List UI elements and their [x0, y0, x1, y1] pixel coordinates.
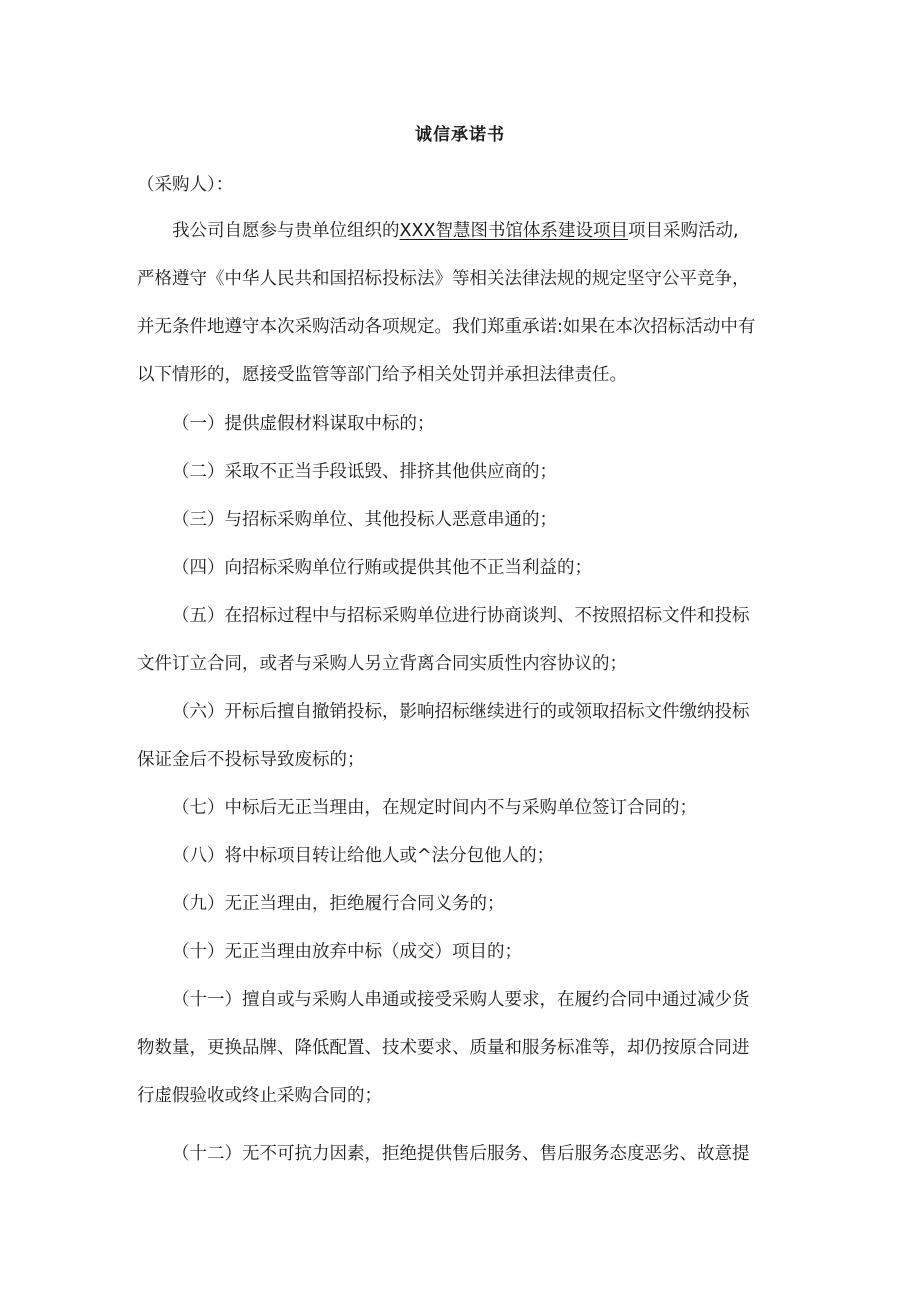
item-12-line-1: （十二）无不可抗力因素，拒绝提供售后服务、售后服务态度恶劣、故意提 [172, 1144, 750, 1164]
item-1: （一）提供虚假材料谋取中标的； [172, 414, 435, 434]
item-3: （三）与招标采购单位、其他投标人恶意串通的； [172, 510, 557, 530]
intro-line-4: 以下情形的，愿接受监管等部门给予相关处罚并承担法律责任。 [137, 365, 627, 385]
item-6-line-1: （六）开标后擅自撤销投标，影响招标继续进行的或领取招标文件缴纳投标 [172, 702, 750, 722]
project-name: XXX智慧图书馆体系建设项目 [399, 221, 628, 241]
item-7: （七）中标后无正当理由，在规定时间内不与采购单位签订合同的； [172, 798, 697, 818]
item-5-line-2: 文件订立合同，或者与采购人另立背离合同实质性内容协议的； [137, 654, 627, 674]
item-8: （八）将中标项目转让给他人或^法分包他人的； [172, 846, 555, 866]
document-title: 诚信承诺书 [415, 125, 505, 145]
item-6-line-2: 保证金后不投标导致废标的； [137, 750, 365, 770]
intro-line-3: 并无条件地遵守本次采购活动各项规定。我们郑重承诺:如果在本次招标活动中有 [137, 317, 756, 337]
item-9: （九）无正当理由，拒绝履行合同义务的； [172, 894, 505, 914]
item-4: （四）向招标采购单位行贿或提供其他不正当利益的； [172, 558, 592, 578]
item-11-line-2: 物数量，更换品牌、降低配置、技术要求、质量和服务标准等，却仍按原合同进 [137, 1038, 750, 1058]
item-11-line-1: （十一）擅自或与采购人串通或接受采购人要求，在履约合同中通过减少货 [172, 990, 750, 1010]
intro-text: 我公司自愿参与贵单位组织的 [172, 221, 400, 241]
salutation: （采购人）： [137, 175, 234, 195]
intro-line-1 [172, 218, 739, 244]
intro-text: 项目采购活动, [627, 221, 739, 241]
item-2: （二）采取不正当手段诋毁、排挤其他供应商的； [172, 462, 557, 482]
item-10: （十）无正当理由放弃中标（成交）项目的； [172, 942, 522, 962]
item-5-line-1: （五）在招标过程中与招标采购单位进行协商谈判、不按照招标文件和投标 [172, 606, 750, 626]
intro-line-2: 严格遵守《中华人民共和国招标投标法》等相关法律法规的规定坚守公平竞争， [137, 269, 750, 289]
item-11-line-3: 行虚假验收或终止采购合同的； [137, 1086, 382, 1106]
